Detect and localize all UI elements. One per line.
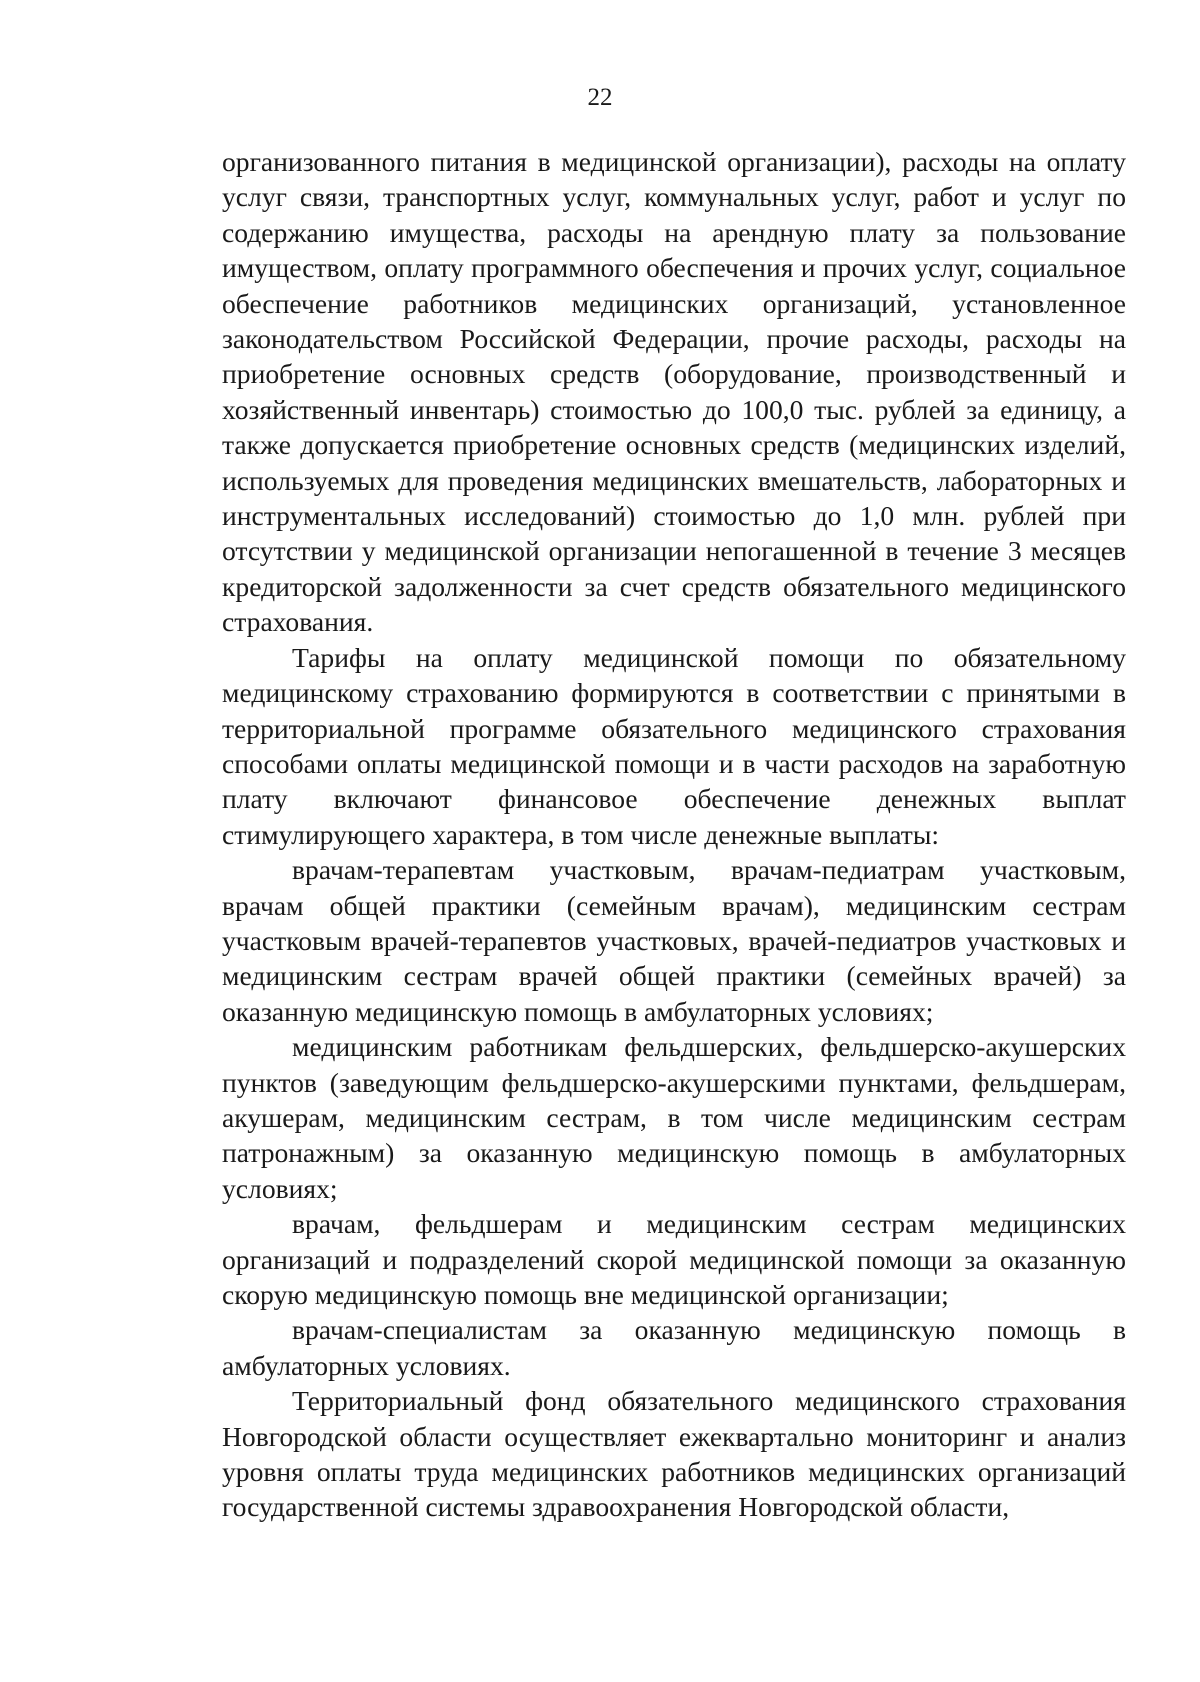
paragraph-tariffs: Тарифы на оплату медицинской помощи по обязательному медицинскому страхованию формируются в соответствии с принятыми в территориальной программе обязательного медицинского страхования способами оплаты медицинской помощи и в части расходов на заработную плату включают финансовое обеспечение денежных выплат стимулирующего характера, в том числе денежные выплаты: xyxy=(222,641,1126,850)
page-number: 22 xyxy=(587,84,613,111)
document-body xyxy=(222,144,1126,1525)
paragraph-continuation: организованного питания в медицинской организации), расходы на оплату услуг связи, транспортных услуг, коммунальных услуг, работ и услуг по содержанию имущества, расходы на арендную плату за пользование имуществом, оплату программного обеспечения и прочих услуг, социальное обеспечение работников медицинских организаций, установленное законодательством Российской Федерации, прочие расходы, расходы на приобретение основных средств (оборудование, производственный и хозяйственный инвентарь) стоимостью до 100,0 тыс. рублей за единицу, а также допускается приобретение основных средств (медицинских изделий, используемых для проведения медицинских вмешательств, лабораторных и инструментальных исследований) стоимостью до 1,0 млн. рублей при отсутствии у медицинской организации непогашенной в течение 3 месяцев кредиторской задолженности за счет средств обязательного медицинского страхования. xyxy=(222,146,1126,638)
paragraph-list-item-therapists: врачам-терапевтам участковым, врачам-педиатрам участковым, врачам общей практики (семейным врачам), медицинским сестрам участковым врачей-терапевтов участковых, врачей-педиатров участковых и медицинским сестрам врачей общей практики (семейных врачей) за оказанную медицинскую помощь в амбулаторных условиях; xyxy=(222,854,1126,1027)
paragraph-monitoring: Территориальный фонд обязательного медицинского страхования Новгородской области осуществляет ежеквартально мониторинг и анализ уровня оплаты труда медицинских работников медицинских организаций государственной системы здравоохранения Новгородской области, xyxy=(222,1385,1126,1523)
paragraph-list-item-emergency: врачам, фельдшерам и медицинским сестрам медицинских организаций и подразделений скорой медицинской помощи за оказанную скорую медицинскую помощь вне медицинской организации; xyxy=(222,1208,1126,1310)
paragraph-list-item-specialists: врачам-специалистам за оказанную медицинскую помощь в амбулаторных условиях. xyxy=(222,1314,1126,1381)
paragraph-list-item-feldsher: медицинским работникам фельдшерских, фельдшерско-акушерских пунктов (заведующим фельдшерско-акушерскими пунктами, фельдшерам, акушерам, медицинским сестрам, в том числе медицинским сестрам патронажным) за оказанную медицинскую помощь в амбулаторных условиях; xyxy=(222,1031,1126,1204)
